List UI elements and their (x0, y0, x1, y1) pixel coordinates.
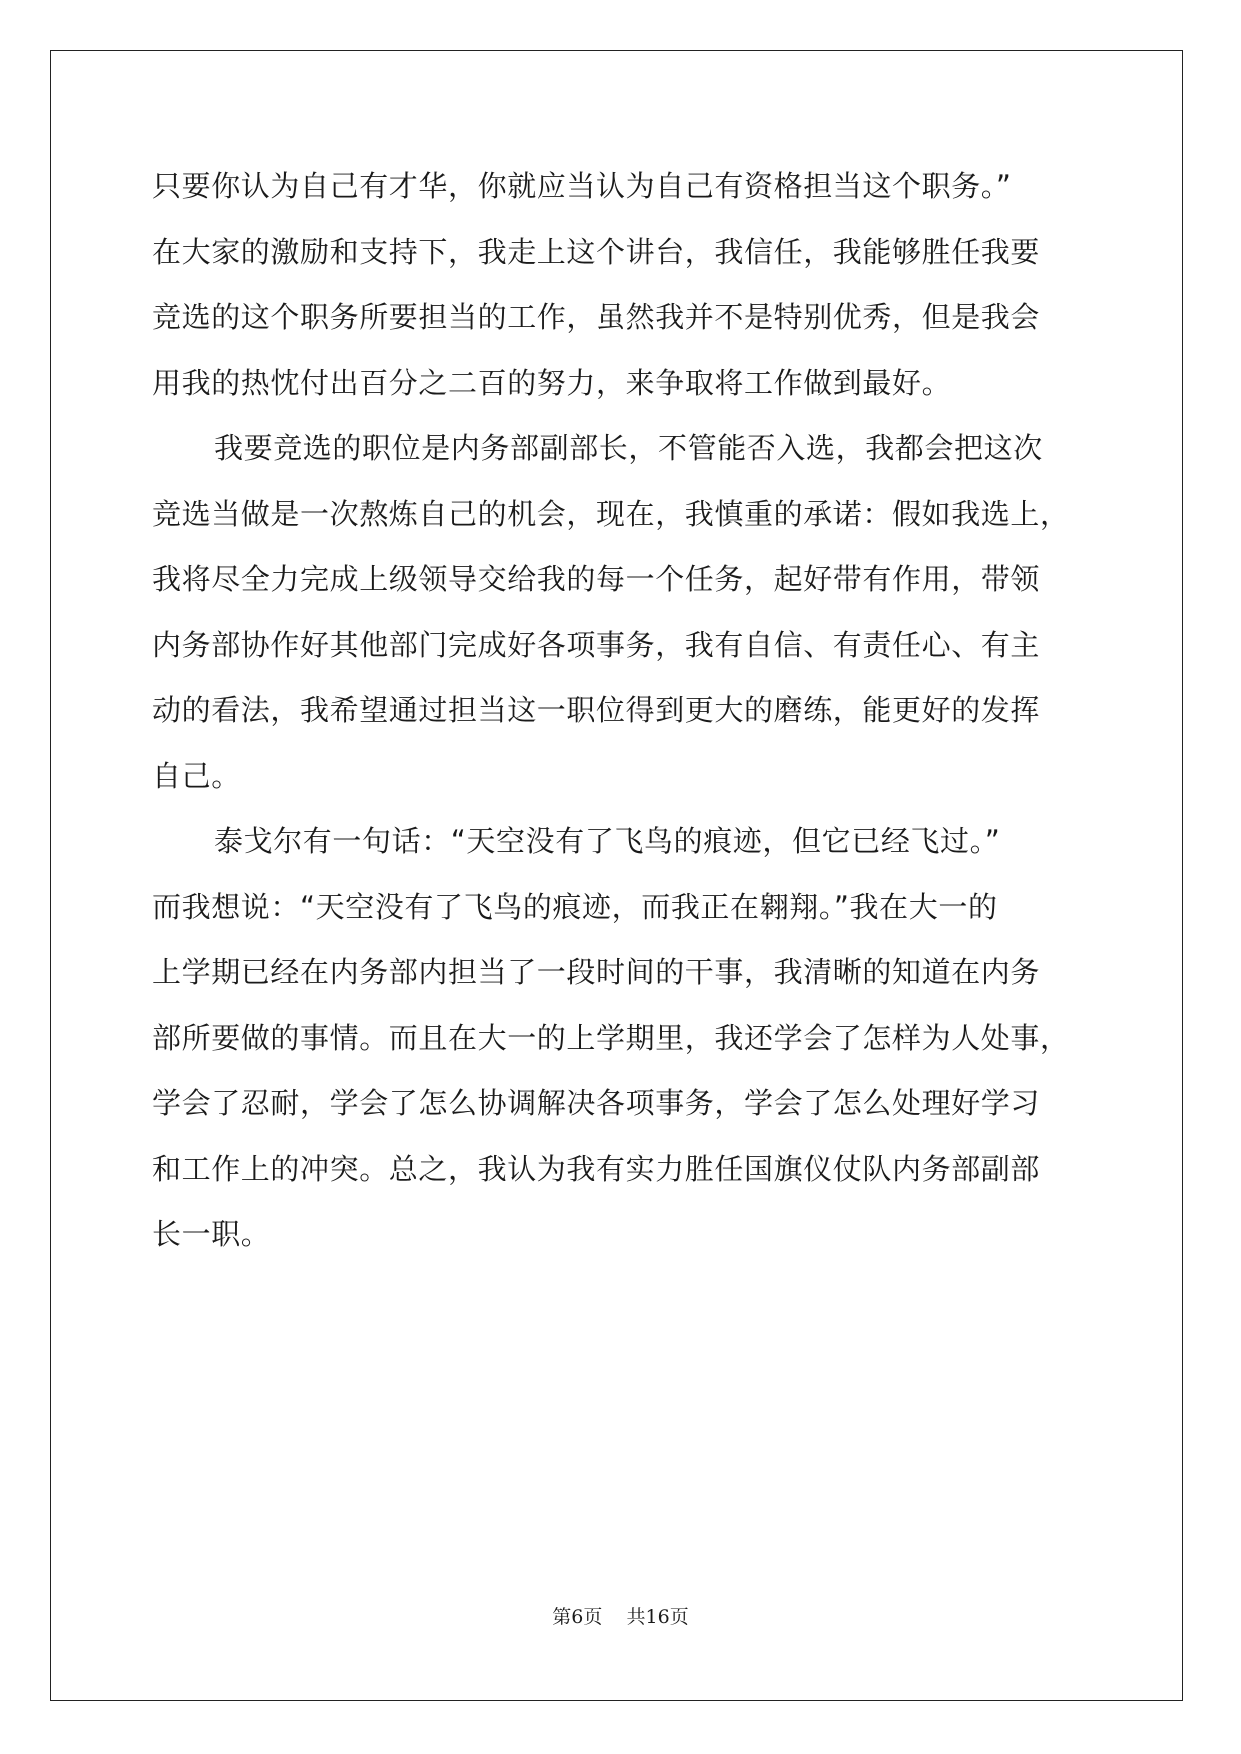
text-line: 学会了忍耐，学会了怎么协调解决各项事务，学会了怎么处理好学习 (152, 1086, 1041, 1120)
text-line: 只要你认为自己有才华，你就应当认为自己有资格担当这个职务。” (152, 169, 1012, 203)
text-line: 而我想说：“天空没有了飞鸟的痕迹，而我正在翱翔。”我在大一的 (152, 889, 998, 924)
text-line: 我将尽全力完成上级领导交给我的每一个任务，起好带有作用，带领 (152, 562, 1041, 596)
text-line: 动的看法，我希望通过担当这一职位得到更大的磨练，能更好的发挥 (152, 693, 1041, 727)
text-line: 泰戈尔有一句话：“天空没有了飞鸟的痕迹，但它已经飞过。” (214, 824, 1001, 858)
text-line: 自己。 (152, 758, 241, 793)
text-line: 和工作上的冲突。总之，我认为我有实力胜任国旗仪仗队内务部副部 (152, 1151, 1041, 1186)
document-body (152, 154, 1096, 1268)
text-line: 长一职。 (152, 1217, 271, 1251)
text-line: 竞选的这个职务所要担当的工作，虽然我并不是特别优秀，但是我会 (152, 300, 1041, 334)
text-line: 竞选当做是一次熬炼自己的机会，现在，我慎重的承诺：假如我选上， (152, 496, 1070, 531)
text-line: 上学期已经在内务部内担当了一段时间的干事，我清晰的知道在内务 (152, 955, 1041, 989)
text-line: 在大家的激励和支持下，我走上这个讲台，我信任，我能够胜任我要 (152, 234, 1041, 269)
page-total: 共16页 (626, 1606, 689, 1628)
page-number: 第6页 (552, 1606, 603, 1628)
page-footer (0, 1602, 1241, 1629)
text-line: 用我的热忱付出百分之二百的努力，来争取将工作做到最好。 (152, 365, 952, 400)
text-line: 内务部协作好其他部门完成好各项事务，我有自信、有责任心、有主 (152, 627, 1041, 662)
text-line: 部所要做的事情。而且在大一的上学期里，我还学会了怎样为人处事， (152, 1020, 1070, 1055)
text-line: 我要竞选的职位是内务部副部长，不管能否入选，我都会把这次 (214, 431, 1043, 465)
